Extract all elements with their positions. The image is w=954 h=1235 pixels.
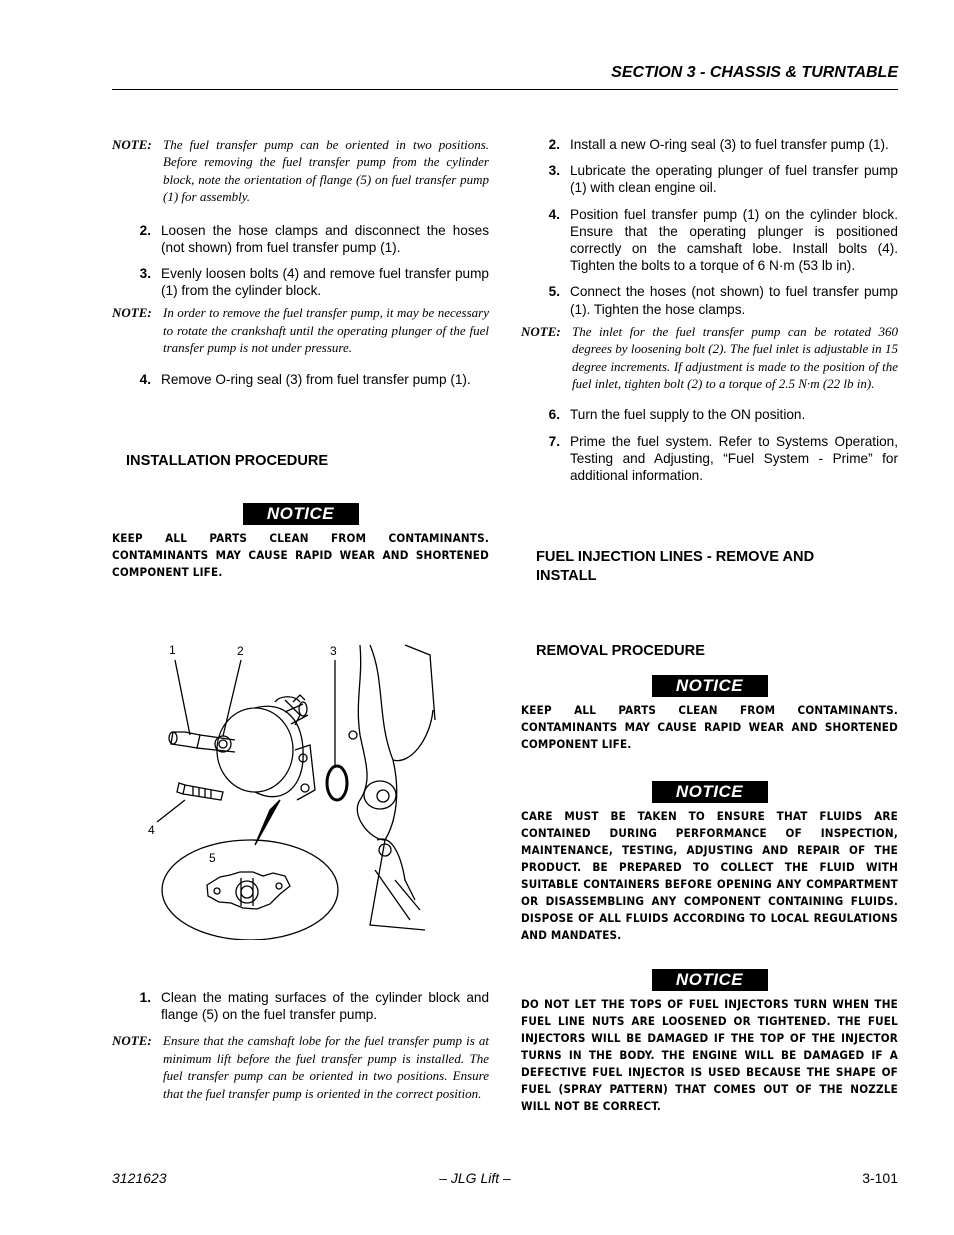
step-number: 3. [548, 163, 560, 179]
removal-procedure-heading: REMOVAL PROCEDURE [536, 643, 705, 660]
notice-text: CARE MUST BE TAKEN TO ENSURE THAT FLUIDS ARE CONTAINED DURING PERFORMANCE OF INSPECTION, MAINTENANCE, TESTING, ADJUSTING AND REPAIR OF THE PRODUCT. BE PREPARED TO COLLECT THE FLUID WITH SUITABLE CONTAINERS BEFORE OPENING ANY COMPARTMENT OR DISASSEMBLING ANY COMPONENT CONTAINING FLUIDS. DISPOSE OF ALL FLUIDS ACCORDING TO LOCAL REGULATIONS AND MANDATES. [521, 809, 898, 943]
notice-box [521, 675, 898, 697]
header-rule [112, 89, 898, 90]
step-number: 6. [548, 407, 560, 423]
notice-text: KEEP ALL PARTS CLEAN FROM CONTAMINANTS. CONTAMINANTS MAY CAUSE RAPID WEAR AND SHORTENED COMPONENT LIFE. [521, 703, 898, 752]
callout-4: 4 [148, 823, 155, 837]
removal-step-3 [112, 265, 489, 299]
footer-page-number: 3-101 [862, 1170, 898, 1186]
removal-step-2 [112, 222, 489, 256]
note-inlet-rotation [521, 323, 898, 393]
notice-box [521, 969, 898, 991]
callout-2: 2 [237, 644, 244, 658]
step-number: 3. [139, 266, 151, 282]
install-step-4 [521, 206, 898, 275]
notice-label: NOTICE [652, 969, 768, 991]
step-text: Turn the fuel supply to the ON position. [570, 407, 806, 423]
notice-label: NOTICE [243, 503, 359, 525]
step-text: Prime the fuel system. Refer to Systems Operation, Testing and Adjusting, “Fuel System - Prime” for additional information. [570, 433, 898, 484]
note-text: In order to remove the fuel transfer pump, it may be necessary to rotate the crankshaft until the operating plunger of the fuel transfer pump is not under pressure. [163, 305, 489, 356]
step-number: 1. [139, 990, 151, 1005]
install-step-5 [521, 283, 898, 317]
installation-procedure-heading: INSTALLATION PROCEDURE [126, 452, 329, 469]
note-camshaft [112, 1032, 489, 1102]
step-number: 4. [139, 371, 151, 387]
step-text: Loosen the hose clamps and disconnect the hoses (not shown) from fuel transfer pump (1). [161, 222, 489, 255]
install-step-2 [521, 136, 898, 153]
notice-label: NOTICE [652, 675, 768, 697]
footer-publisher: – JLG Lift – [439, 1170, 511, 1186]
section-title: SECTION 3 - CHASSIS & TURNTABLE [611, 64, 898, 81]
step-number: 5. [548, 284, 560, 300]
fuel-pump-illustration [145, 640, 445, 940]
fuel-injection-lines-heading: FUEL INJECTION LINES - REMOVE AND INSTALL [536, 549, 815, 585]
note-label: NOTE: [112, 1033, 152, 1049]
fuel-transfer-pump-figure [145, 640, 445, 940]
step-text: Connect the hoses (not shown) to fuel transfer pump (1). Tighten the hose clamps. [570, 284, 898, 317]
step-text: Install a new O-ring seal (3) to fuel transfer pump (1). [570, 137, 889, 152]
step-text: Remove O-ring seal (3) from fuel transfer pump (1). [161, 371, 471, 387]
install-step-6 [521, 406, 898, 423]
notice-box [521, 781, 898, 803]
step-number: 4. [548, 206, 560, 222]
step-text: Position fuel transfer pump (1) on the cylinder block. Ensure that the operating plunger is positioned correctly on the camshaft lobe. Install bolts (4). Tighten the bolts to a torque of 6 N·m (53 lb in). [570, 206, 898, 274]
callout-1: 1 [169, 643, 176, 657]
notice-text: KEEP ALL PARTS CLEAN FROM CONTAMINANTS. CONTAMINANTS MAY CAUSE RAPID WEAR AND SHORTENED COMPONENT LIFE. [112, 530, 489, 579]
footer-doc-number: 3121623 [112, 1170, 167, 1186]
step-text: Lubricate the operating plunger of fuel transfer pump (1) with clean engine oil. [570, 163, 898, 196]
notice-text: DO NOT LET THE TOPS OF FUEL INJECTORS TURN WHEN THE FUEL LINE NUTS ARE LOOSENED OR TIGHTENED. THE FUEL INJECTORS WILL BE DAMAGED IF THE TOP OF THE INJECTOR TURNS IN THE BODY. THE ENGINE WILL BE DAMAGED IF A DEFECTIVE FUEL INJECTOR IS USED BECAUSE THE SHAPE OF FUEL (SPRAY PATTERN) THAT COMES OUT OF THE NOZZLE WILL NOT BE CORRECT. [521, 997, 898, 1114]
step-text: Evenly loosen bolts (4) and remove fuel transfer pump (1) from the cylinder block. [161, 266, 489, 299]
install-step-1 [112, 989, 489, 1023]
callout-3: 3 [330, 644, 337, 658]
step-number: 7. [548, 433, 560, 449]
install-step-3 [521, 162, 898, 196]
install-step-7 [521, 433, 898, 485]
removal-step-4 [112, 371, 489, 388]
note-text: The fuel transfer pump can be oriented in two positions. Before removing the fuel transfer pump from the cylinder block, note the orientation of flange (5) on fuel transfer pump (1) for assembly. [163, 137, 489, 205]
right-column [521, 136, 898, 1115]
notice-box [112, 503, 489, 525]
note-text: Ensure that the camshaft lobe for the fuel transfer pump is at minimum lift before the fuel transfer pump is installed. The fuel transfer pump can be oriented in two positions. Ensure that the fuel transfer pump is oriented in the correct position. [163, 1033, 489, 1101]
step-number: 2. [139, 222, 151, 238]
callout-5: 5 [209, 851, 216, 865]
note-label: NOTE: [521, 323, 561, 339]
left-column [112, 136, 489, 581]
left-column-bottom [112, 989, 489, 1102]
note-label: NOTE: [112, 305, 152, 321]
notice-label: NOTICE [652, 781, 768, 803]
step-text: Clean the mating surfaces of the cylinder block and flange (5) on the fuel transfer pump. [161, 990, 489, 1023]
note-text: The inlet for the fuel transfer pump can be rotated 360 degrees by loosening bolt (2). The fuel inlet is adjustable in 15 degree increments. If adjustment is made to the position of the fuel inlet, tighten bolt (2) to a torque of 2.5 N·m (22 lb in). [572, 323, 898, 392]
step-number: 2. [548, 137, 560, 152]
note-label: NOTE: [112, 137, 152, 152]
note-crankshaft [112, 304, 489, 356]
note-orientation [112, 136, 489, 206]
